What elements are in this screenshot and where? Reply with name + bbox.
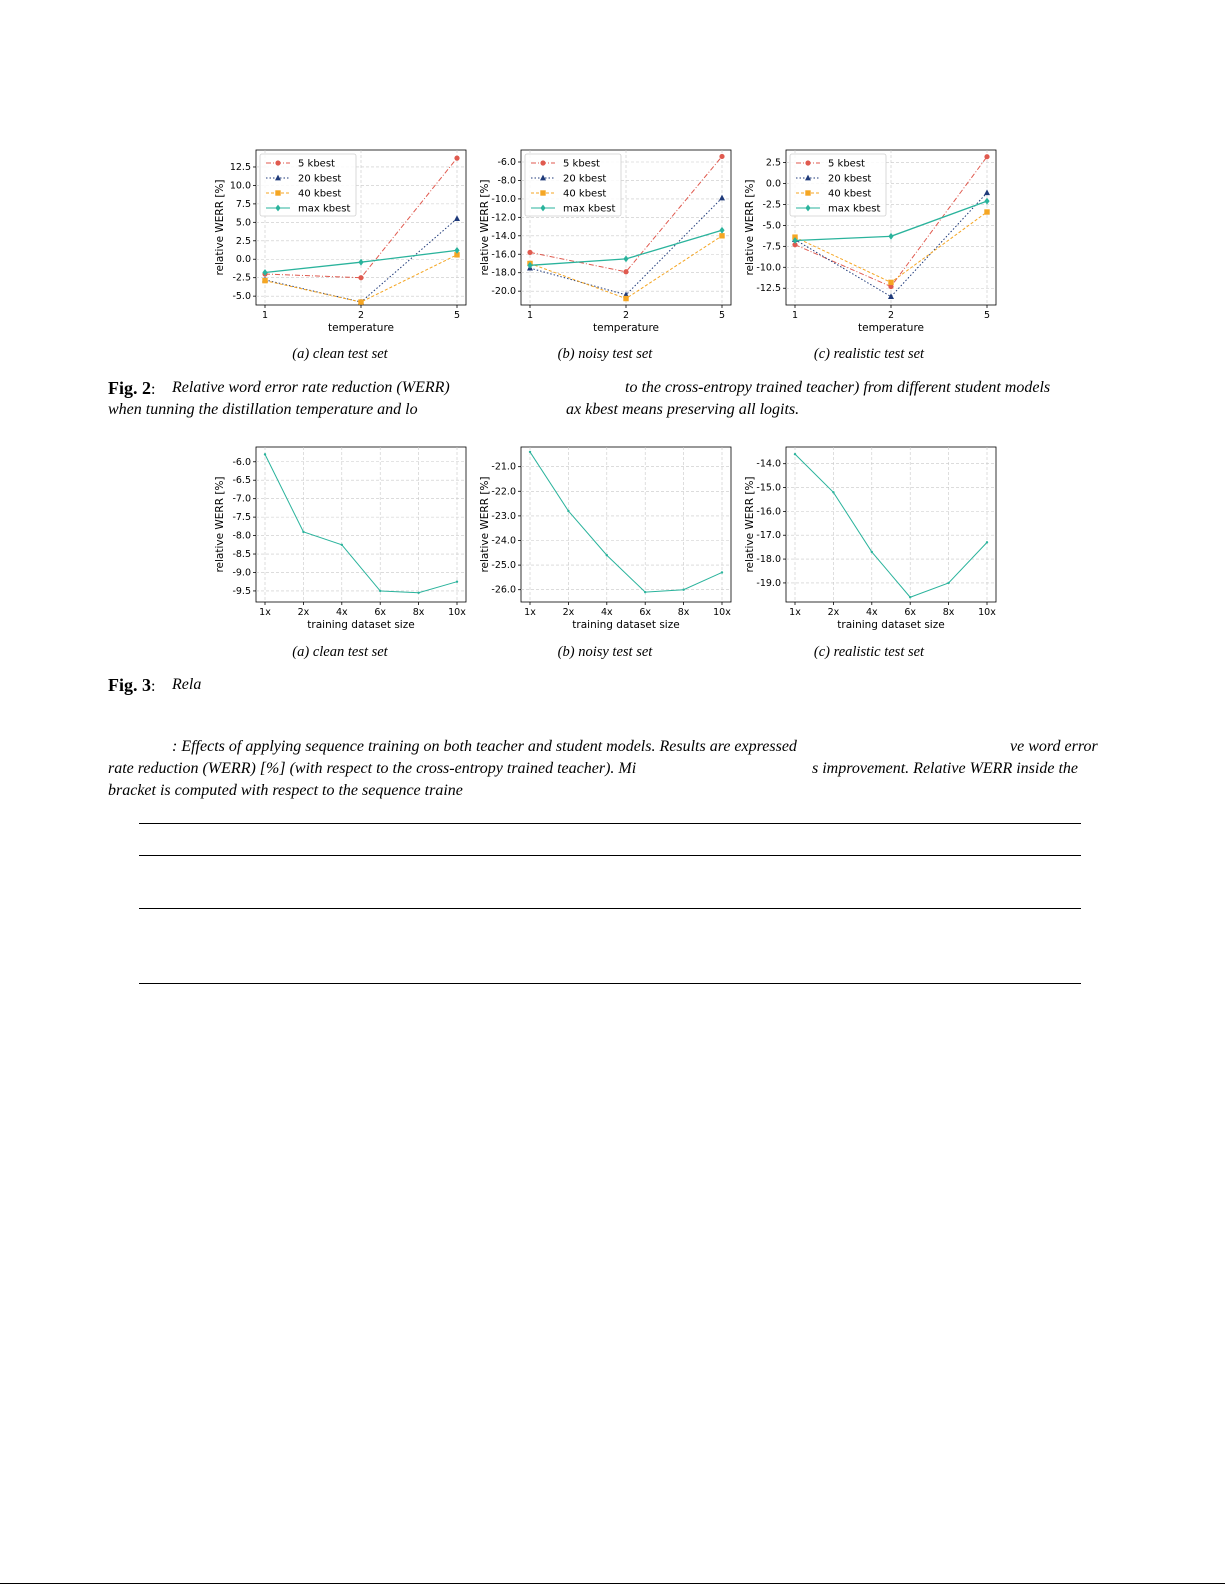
- x-tick-label: 10x: [448, 607, 466, 618]
- data-point: [302, 531, 304, 533]
- data-point: [832, 491, 834, 493]
- y-tick-label: -16.0: [491, 249, 516, 261]
- chart-fig3c: [740, 437, 1010, 632]
- y-axis-label: relative WERR [%]: [479, 476, 491, 573]
- y-tick-label: -16.0: [756, 506, 781, 518]
- legend-label: max kbest: [828, 203, 881, 215]
- x-tick-label: 2x: [562, 607, 575, 618]
- x-tick-label: 10x: [713, 607, 731, 618]
- x-tick-label: 1x: [789, 607, 801, 618]
- table-mid-rule: [139, 908, 1081, 909]
- x-tick-label: 8x: [942, 607, 955, 618]
- plot-frame: [256, 447, 466, 602]
- x-tick-label: 10x: [978, 607, 996, 618]
- fig3-caption-text: Rela: [172, 676, 202, 693]
- x-tick-label: 8x: [677, 607, 690, 618]
- y-tick-label: -21.0: [491, 461, 516, 473]
- table-caption-line3: bracket is computed with respect to the sequence traine: [108, 782, 463, 799]
- plot-frame: [521, 447, 731, 602]
- y-tick-label: -9.5: [232, 585, 251, 597]
- y-tick-label: -10.0: [756, 262, 781, 274]
- y-tick-label: -22.0: [491, 486, 516, 498]
- y-tick-label: -12.5: [756, 283, 781, 295]
- x-tick-label: 1x: [259, 607, 271, 618]
- legend-label: 40 kbest: [828, 188, 872, 200]
- y-tick-label: -2.5: [232, 272, 251, 284]
- y-tick-label: 5.0: [235, 217, 251, 229]
- chart-fig2c: [740, 140, 1010, 335]
- data-point: [986, 541, 988, 543]
- table-top-rule: [139, 823, 1081, 824]
- y-tick-label: -20.0: [491, 286, 516, 298]
- y-tick-label: -25.0: [491, 560, 516, 572]
- y-tick-label: -7.5: [762, 241, 781, 253]
- data-point: [358, 275, 363, 280]
- fig2-subcaption-b: (b) noisy test set: [557, 346, 653, 362]
- table-bottom-rule: [139, 983, 1081, 984]
- data-point: [682, 588, 684, 590]
- y-axis-label: relative WERR [%]: [479, 179, 491, 276]
- y-tick-label: -17.0: [756, 530, 781, 542]
- y-tick-label: -6.0: [497, 156, 516, 168]
- data-point: [379, 590, 381, 592]
- x-axis-label: training dataset size: [837, 619, 945, 631]
- table-caption-line2a: rate reduction (WERR) [%] (with respect to the cross-entropy trained teacher). Mi: [108, 760, 637, 777]
- legend-label: 20 kbest: [828, 173, 872, 185]
- y-tick-label: 2.5: [235, 235, 251, 247]
- y-tick-label: -14.0: [491, 230, 516, 242]
- y-tick-label: -12.0: [491, 212, 516, 224]
- x-axis-label: training dataset size: [307, 619, 415, 631]
- data-point: [644, 591, 646, 593]
- chart-fig3a: [210, 437, 480, 632]
- x-tick-label: 5: [718, 310, 726, 321]
- fig2-caption-line2b: ax kbest means preserving all logits.: [566, 401, 800, 418]
- fig2-caption-line2a: when tunning the distillation temperature and lo: [108, 401, 418, 418]
- y-tick-label: -7.5: [232, 512, 251, 524]
- y-axis-label: relative WERR [%]: [744, 476, 756, 573]
- fig3-subcaption-c: (c) realistic test set: [813, 644, 925, 660]
- data-point: [719, 154, 724, 159]
- fig2-subcaption-a: (a) clean test set: [292, 346, 388, 362]
- y-tick-label: -2.5: [762, 199, 781, 211]
- fig3-subcaption-a: (a) clean test set: [292, 644, 388, 660]
- data-point: [341, 544, 343, 546]
- x-tick-label: 2: [622, 310, 630, 321]
- y-axis-label: relative WERR [%]: [744, 179, 756, 276]
- legend-marker: [805, 160, 810, 165]
- data-point: [984, 209, 989, 214]
- x-axis-label: temperature: [858, 322, 924, 334]
- data-point: [623, 269, 628, 274]
- table-caption-line2b: s improvement. Relative WERR inside the: [812, 760, 1078, 777]
- y-tick-label: -8.0: [232, 530, 251, 542]
- chart-fig3b: [475, 437, 745, 632]
- legend-marker: [275, 190, 280, 195]
- x-tick-label: 4x: [600, 607, 613, 618]
- y-tick-label: 7.5: [235, 198, 251, 210]
- plot-frame: [786, 447, 996, 602]
- data-point: [567, 510, 569, 512]
- y-tick-label: -9.0: [232, 567, 251, 579]
- x-tick-label: 2x: [827, 607, 840, 618]
- legend-label: max kbest: [563, 203, 616, 215]
- x-tick-label: 5: [983, 310, 991, 321]
- data-point: [606, 554, 608, 556]
- data-point: [947, 582, 949, 584]
- data-point: [527, 250, 532, 255]
- data-point: [794, 453, 796, 455]
- legend-label: 20 kbest: [298, 173, 342, 185]
- data-point: [417, 592, 419, 594]
- legend-label: 40 kbest: [298, 188, 342, 200]
- y-tick-label: -10.0: [491, 193, 516, 205]
- y-tick-label: -5.0: [762, 220, 781, 232]
- x-tick-label: 2: [357, 310, 365, 321]
- fig3-subcaption-b: (b) noisy test set: [557, 644, 653, 660]
- x-tick-label: 8x: [412, 607, 425, 618]
- y-tick-label: -24.0: [491, 535, 516, 547]
- data-point: [456, 581, 458, 583]
- data-point: [262, 278, 267, 283]
- y-tick-label: 10.0: [229, 180, 251, 192]
- table-header-rule: [139, 855, 1081, 856]
- y-axis-label: relative WERR [%]: [214, 179, 226, 276]
- x-axis-label: temperature: [328, 322, 394, 334]
- x-tick-label: 1: [261, 310, 269, 321]
- y-tick-label: -19.0: [756, 577, 781, 589]
- y-tick-label: 12.5: [229, 161, 251, 173]
- legend-marker: [805, 190, 810, 195]
- data-point: [909, 596, 911, 598]
- fig2-subcaption-c: (c) realistic test set: [813, 346, 925, 362]
- legend-label: 20 kbest: [563, 173, 607, 185]
- x-tick-label: 6x: [374, 607, 387, 618]
- y-tick-label: -8.5: [232, 549, 251, 561]
- legend-label: 5 kbest: [298, 158, 335, 170]
- legend-label: 5 kbest: [828, 158, 865, 170]
- y-tick-label: -6.0: [232, 456, 251, 468]
- x-axis-label: training dataset size: [572, 619, 680, 631]
- y-axis-label: relative WERR [%]: [214, 476, 226, 573]
- x-tick-label: 4x: [335, 607, 348, 618]
- data-point: [871, 551, 873, 553]
- x-tick-label: 4x: [865, 607, 878, 618]
- y-tick-label: -5.0: [232, 291, 251, 303]
- x-axis-label: temperature: [593, 322, 659, 334]
- y-tick-label: -6.5: [232, 475, 251, 487]
- y-tick-label: -18.0: [756, 554, 781, 566]
- fig2-label: Fig. 2: [108, 378, 151, 398]
- y-tick-label: 2.5: [765, 157, 781, 169]
- fig3-label: Fig. 3: [108, 675, 151, 695]
- y-tick-label: 0.0: [765, 178, 781, 190]
- x-tick-label: 6x: [904, 607, 917, 618]
- data-point: [888, 280, 893, 285]
- y-tick-label: -15.0: [756, 482, 781, 494]
- fig2-caption-line1b: to the cross-entropy trained teacher) from different student models: [625, 379, 1051, 396]
- y-tick-label: -8.0: [497, 175, 516, 187]
- data-point: [984, 154, 989, 159]
- legend-marker: [540, 160, 545, 165]
- page-bottom-rule: [0, 1583, 1225, 1584]
- y-tick-label: 0.0: [235, 254, 251, 266]
- legend-label: 40 kbest: [563, 188, 607, 200]
- data-point: [529, 451, 531, 453]
- x-tick-label: 1: [791, 310, 799, 321]
- fig2-caption-line1a: Relative word error rate reduction (WERR): [172, 379, 450, 396]
- data-point: [623, 296, 628, 301]
- legend-marker: [275, 160, 280, 165]
- y-tick-label: -18.0: [491, 267, 516, 279]
- y-tick-label: -7.0: [232, 493, 251, 505]
- y-tick-label: -23.0: [491, 510, 516, 522]
- x-tick-label: 1: [526, 310, 534, 321]
- x-tick-label: 2x: [297, 607, 310, 618]
- table-caption-line1b: ve word error: [1010, 738, 1098, 755]
- table-caption-line1a: : Effects of applying sequence training on both teacher and student models. Results are expressed: [172, 738, 797, 755]
- data-point: [454, 156, 459, 161]
- legend-label: max kbest: [298, 203, 351, 215]
- data-point: [721, 571, 723, 573]
- data-point: [719, 233, 724, 238]
- data-point: [358, 299, 363, 304]
- data-point: [264, 453, 266, 455]
- chart-fig2a: [210, 140, 480, 335]
- x-tick-label: 2: [887, 310, 895, 321]
- chart-fig2b: [475, 140, 745, 335]
- x-tick-label: 6x: [639, 607, 652, 618]
- x-tick-label: 5: [453, 310, 461, 321]
- legend-marker: [540, 190, 545, 195]
- x-tick-label: 1x: [524, 607, 536, 618]
- legend-label: 5 kbest: [563, 158, 600, 170]
- y-tick-label: -26.0: [491, 584, 516, 596]
- y-tick-label: -14.0: [756, 458, 781, 470]
